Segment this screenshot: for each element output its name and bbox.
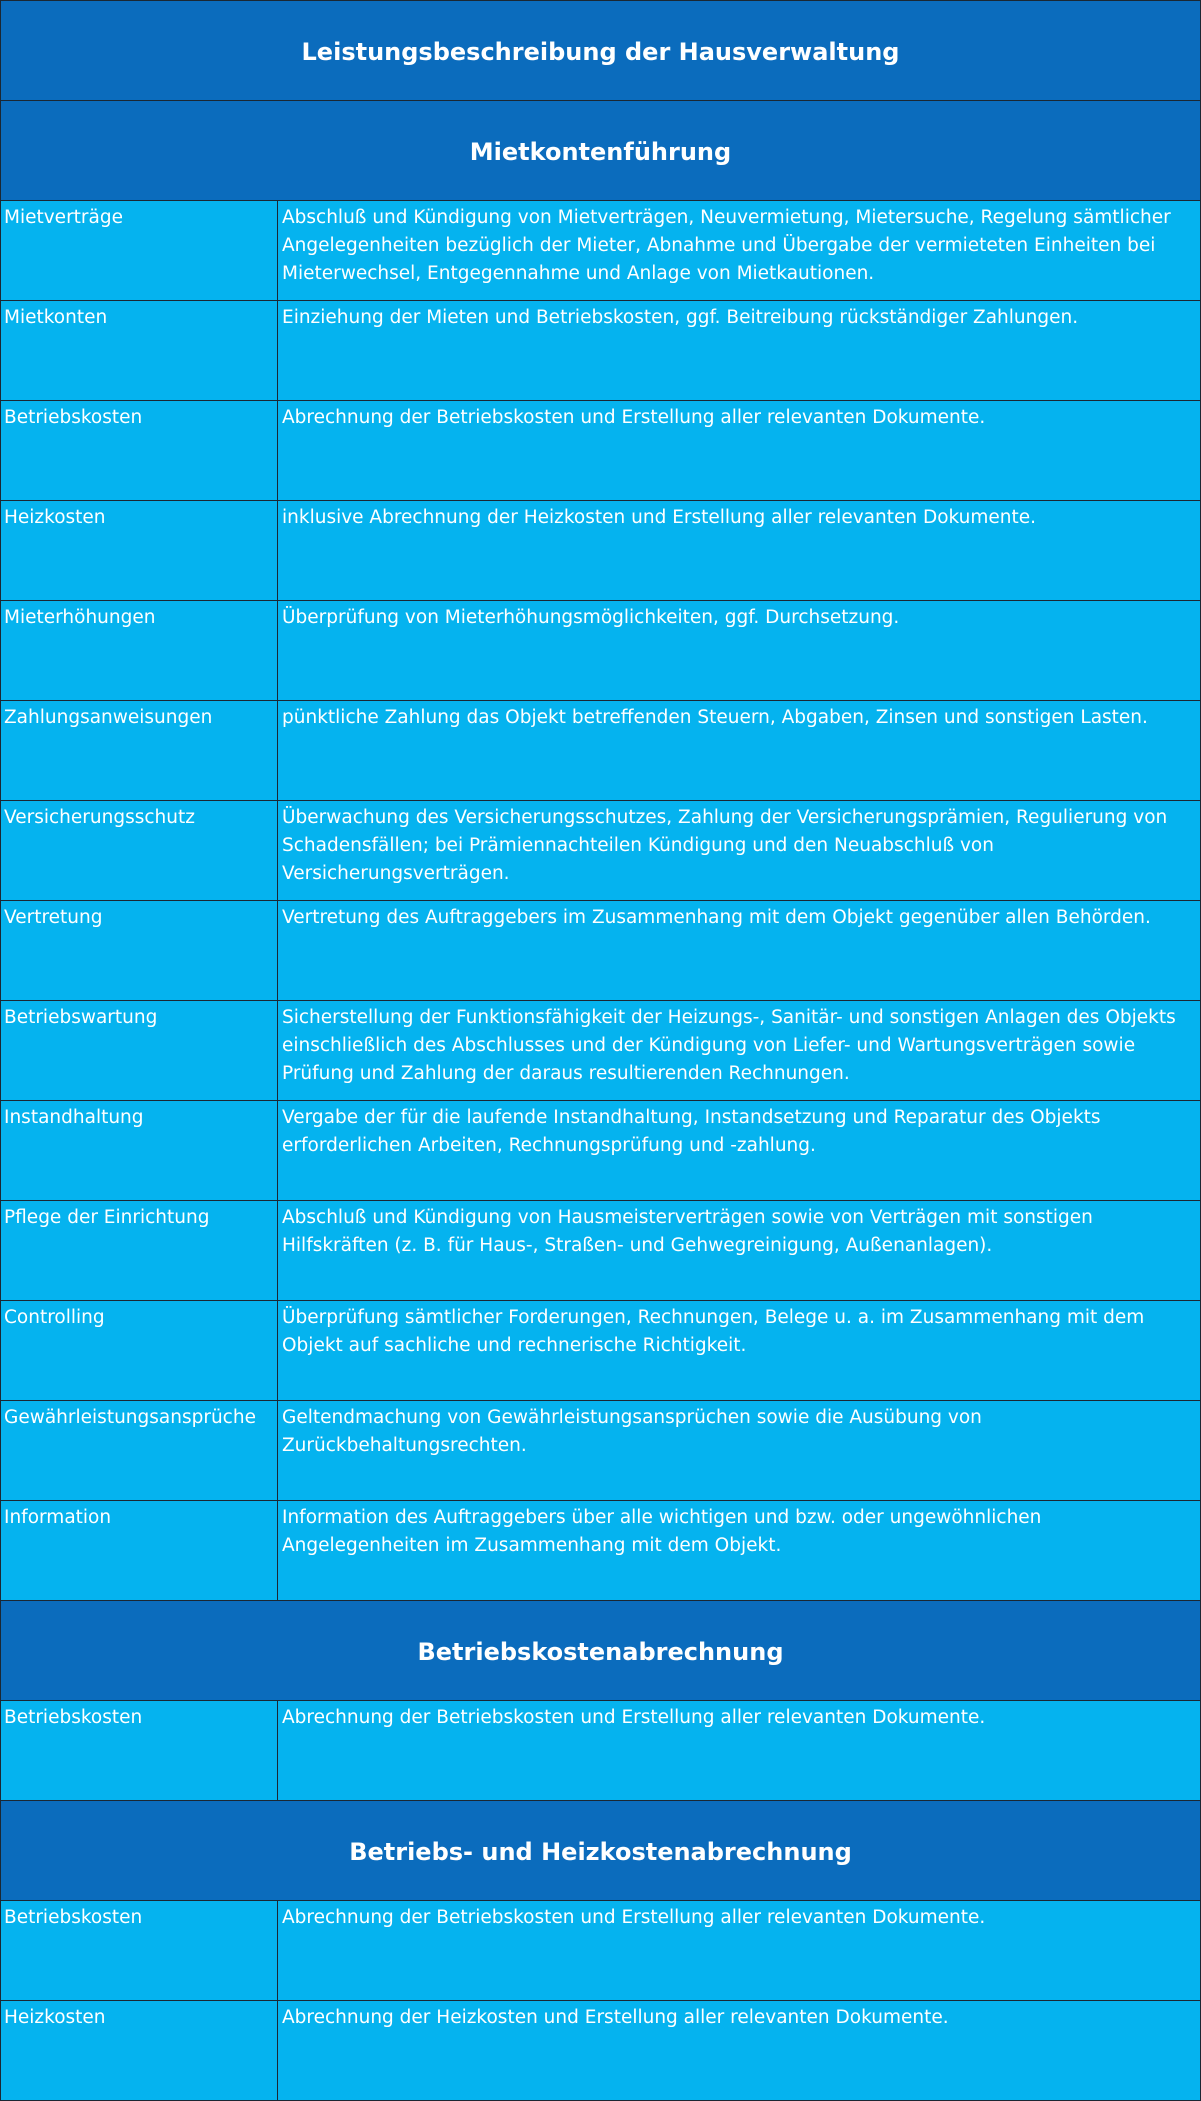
table-row — [1, 2001, 1201, 2101]
table-row — [1, 1401, 1201, 1501]
row-description: Einziehung der Mieten und Betriebskosten, ggf. Beitreibung rückständiger Zahlungen. — [282, 307, 1079, 328]
row-label: Betriebswartung — [1, 1001, 278, 1100]
row-label: Heizkosten — [1, 2001, 278, 2100]
table-row — [1, 901, 1201, 1001]
row-label: Betriebskosten — [1, 1901, 278, 2000]
row-description: Abrechnung der Heizkosten und Erstellung aller relevanten Dokumente. — [282, 2007, 949, 2028]
table-row — [1, 1701, 1201, 1801]
row-description: Überprüfung sämtlicher Forderungen, Rechnungen, Belege u. a. im Zusammenhang mit dem Objekt auf sachliche und rechnerische Richtigkeit. — [282, 1307, 1145, 1356]
row-label: Information — [1, 1501, 278, 1600]
row-description: Sicherstellung der Funktionsfähigkeit der Heizungs-, Sanitär- und sonstigen Anlagen des Objekts einschließlich des Abschlusses und der Kündigung von Liefer- und Wartungsverträgen sowie Prüfung und Zahlung der daraus resultierenden Rechnungen. — [282, 1007, 1176, 1084]
row-label: Mietkonten — [1, 301, 278, 400]
section-header-betriebskostenabrechnung: Betriebskostenabrechnung — [1, 1601, 1201, 1701]
row-description: pünktliche Zahlung das Objekt betreffenden Steuern, Abgaben, Zinsen und sonstigen Lasten. — [282, 707, 1148, 728]
row-label: Instandhaltung — [1, 1101, 278, 1200]
row-description: Abschluß und Kündigung von Hausmeisterverträgen sowie von Verträgen mit sonstigen Hilfskräften (z. B. für Haus-, Straßen- und Gehwegreinigung, Außenanlagen). — [282, 1207, 1093, 1256]
row-description: Geltendmachung von Gewährleistungsansprüchen sowie die Ausübung von Zurückbehaltungsrechten. — [282, 1407, 982, 1456]
row-label: Controlling — [1, 1301, 278, 1400]
row-label: Gewährleistungsansprüche — [1, 1401, 278, 1500]
table-row — [1, 501, 1201, 601]
table-row — [1, 801, 1201, 901]
section-header-leistungsbeschreibung-der-hausverwaltung: Leistungsbeschreibung der Hausverwaltung — [1, 1, 1201, 101]
table-row — [1, 701, 1201, 801]
row-label: Versicherungsschutz — [1, 801, 278, 900]
section-header-betriebs-und-heizkostenabrechnung: Betriebs- und Heizkostenabrechnung — [1, 1801, 1201, 1901]
table-row — [1, 1901, 1201, 2001]
section-header-mietkontenfuehrung: Mietkontenführung — [1, 101, 1201, 201]
row-description: Abrechnung der Betriebskosten und Erstellung aller relevanten Dokumente. — [282, 1707, 986, 1728]
table-row — [1, 1501, 1201, 1601]
row-label: Mieterhöhungen — [1, 601, 278, 700]
row-description: Information des Auftraggebers über alle wichtigen und bzw. oder ungewöhnlichen Angelegenheiten im Zusammenhang mit dem Objekt. — [282, 1507, 1042, 1556]
row-description: Abrechnung der Betriebskosten und Erstellung aller relevanten Dokumente. — [282, 407, 986, 428]
table-row — [1, 601, 1201, 701]
row-description: Überprüfung von Mieterhöhungsmöglichkeiten, ggf. Durchsetzung. — [282, 607, 900, 628]
row-label: Mietverträge — [1, 201, 278, 300]
row-description: Überwachung des Versicherungsschutzes, Zahlung der Versicherungsprämien, Regulierung von Schadensfällen; bei Prämiennachteilen Kündigung und den Neuabschluß von Versicherungsverträgen. — [282, 807, 1168, 884]
row-label: Betriebskosten — [1, 401, 278, 500]
table-row — [1, 201, 1201, 301]
row-label: Betriebskosten — [1, 1701, 278, 1800]
row-description: inklusive Abrechnung der Heizkosten und Erstellung aller relevanten Dokumente. — [282, 507, 1037, 528]
row-label: Pflege der Einrichtung — [1, 1201, 278, 1300]
row-label: Zahlungsanweisungen — [1, 701, 278, 800]
row-label: Heizkosten — [1, 501, 278, 600]
table-row — [1, 1001, 1201, 1101]
row-description: Vertretung des Auftraggebers im Zusammenhang mit dem Objekt gegenüber allen Behörden. — [282, 907, 1151, 928]
table-row — [1, 401, 1201, 501]
table-row — [1, 1101, 1201, 1201]
table-row — [1, 1301, 1201, 1401]
row-description: Abschluß und Kündigung von Mietverträgen, Neuvermietung, Mietersuche, Regelung sämtlicher Angelegenheiten bezüglich der Mieter, Abnahme und Übergabe der vermieteten Einheiten bei Mieterwechsel, Entgegennahme und Anlage von Mietkautionen. — [282, 207, 1171, 284]
table-row — [1, 301, 1201, 401]
row-description: Abrechnung der Betriebskosten und Erstellung aller relevanten Dokumente. — [282, 1907, 986, 1928]
table-row — [1, 1201, 1201, 1301]
row-description: Vergabe der für die laufende Instandhaltung, Instandsetzung und Reparatur des Objekts erforderlichen Arbeiten, Rechnungsprüfung und -zahlung. — [282, 1107, 1101, 1156]
row-label: Vertretung — [1, 901, 278, 1000]
